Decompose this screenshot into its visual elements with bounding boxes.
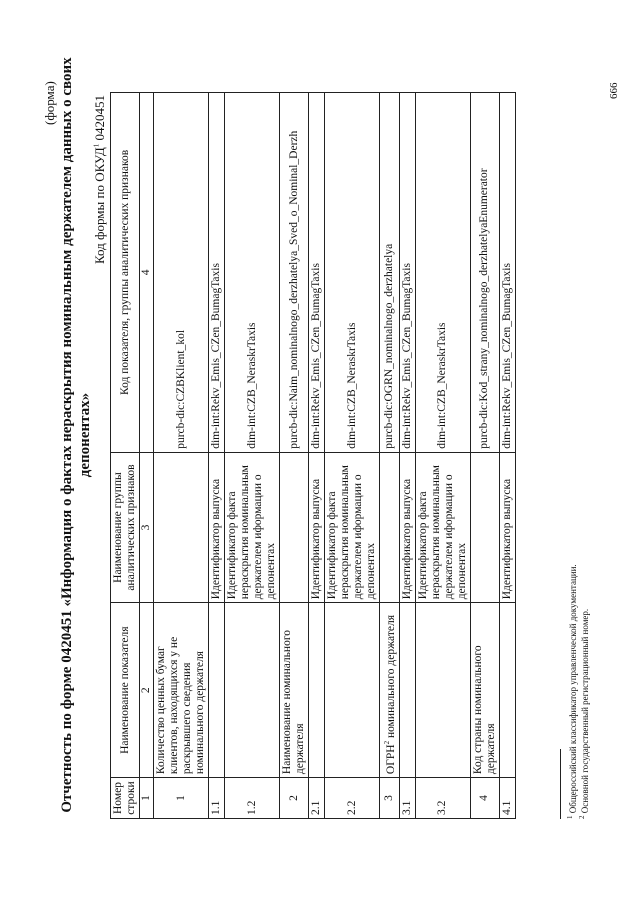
group-name [470, 452, 499, 603]
footnote-1-mark: 1 [566, 815, 574, 819]
table-body [154, 93, 516, 819]
group-name: Идентификатор выпуска [499, 452, 515, 603]
group-name: Идентификатор факта нераскрытия номинальным держателем иформации о депонентах [225, 452, 280, 603]
indicator-name [309, 603, 325, 778]
table-row [380, 93, 400, 819]
okud-code: 0420451 [92, 95, 107, 141]
table-row [309, 93, 325, 819]
indicator-code: dim-int:Rekv_Emis_CZen_BumagTaxis [309, 93, 325, 453]
footnote-2-text: Основной государственный регистрационный номер. [580, 608, 590, 816]
page-number: 666 [608, 82, 620, 99]
indicator-code: purcb-dic:Kod_strany_nominalnogo_derzhatelyaEnumerator [470, 93, 499, 453]
footnote-1-text: Общероссийский классификатор управленческой документации. [568, 564, 578, 816]
footnote-2-mark: 2 [578, 815, 586, 819]
indicator-footnote-mark: 2 [383, 740, 391, 745]
group-name: Идентификатор выпуска [309, 452, 325, 603]
indicator-code: dim-int:Rekv_Emis_CZen_BumagTaxis [499, 93, 515, 453]
column-number-row [140, 93, 154, 819]
indicator-name-rest: номинального держателя [384, 614, 397, 741]
group-name [154, 452, 209, 603]
header-row-number: Номер строки [111, 778, 140, 819]
footnote-2 [578, 609, 590, 819]
indicator-name [209, 603, 225, 778]
column-number: 1 [140, 778, 154, 819]
row-number: 4 [470, 778, 499, 819]
column-number: 2 [140, 603, 154, 778]
footnote-divider [560, 749, 561, 819]
row-number: 2.1 [309, 778, 325, 819]
row-number: 3.2 [415, 778, 470, 819]
column-number: 3 [140, 452, 154, 603]
okud-line [92, 95, 108, 345]
header-indicator-name: Наименование показателя [111, 603, 140, 778]
indicator-name-text: ОГРН [384, 744, 397, 775]
table-row [470, 93, 499, 819]
indicator-name [499, 603, 515, 778]
table-row [499, 93, 515, 819]
column-number: 4 [140, 93, 154, 453]
indicator-name: Наименование номинального держателя [280, 603, 309, 778]
table-row [209, 93, 225, 819]
indicator-code: dim-int:CZB_NeraskrTaxis [325, 93, 380, 453]
table-row [415, 93, 470, 819]
page-title: Отчетность по форме 0420451 «Информация о фактах нераскрытия номинальным держателем данных о своих депонентах» [59, 57, 93, 813]
group-name: Идентификатор факта нераскрытия номинальным держателем иформации о депонентах [415, 452, 470, 603]
indicator-name [399, 603, 415, 778]
group-name: Идентификатор факта нераскрытия номинальным держателем иформации о депонентах [325, 452, 380, 603]
header-code: Код показателя, группы аналитических признаков [111, 93, 140, 453]
indicator-name: Количество ценных бумаг клиентов, находящихся у не раскрывшего сведения номинального держателя [154, 603, 209, 778]
indicator-code: dim-int:Rekv_Emis_CZen_BumagTaxis [209, 93, 225, 453]
row-number: 3 [380, 778, 400, 819]
footnote-1 [566, 564, 578, 819]
row-number: 1.2 [225, 778, 280, 819]
table-row [399, 93, 415, 819]
indicator-name: Код страны номинального держателя [470, 603, 499, 778]
indicator-table [110, 92, 516, 819]
indicator-name [380, 603, 400, 778]
table-row [325, 93, 380, 819]
group-name [280, 452, 309, 603]
row-number: 2.2 [325, 778, 380, 819]
table-header-row [111, 93, 140, 819]
okud-label: Код формы по ОКУД [92, 147, 107, 264]
group-name [380, 452, 400, 603]
row-number: 4.1 [499, 778, 515, 819]
header-group-name: Наименование группы аналитических признаков [111, 452, 140, 603]
indicator-code: dim-int:CZB_NeraskrTaxis [225, 93, 280, 453]
form-label: (форма) [42, 81, 57, 125]
row-number: 1 [154, 778, 209, 819]
indicator-code: purcb-dic:CZBKlient_kol [154, 93, 209, 453]
row-number: 1.1 [209, 778, 225, 819]
table-row [225, 93, 280, 819]
indicator-code: purcb-dic:Naim_nominalnogo_derzhatelya_Sved_o_Nominal_Derzh [280, 93, 309, 453]
row-number: 3.1 [399, 778, 415, 819]
group-name: Идентификатор выпуска [209, 452, 225, 603]
indicator-code: dim-int:CZB_NeraskrTaxis [415, 93, 470, 453]
group-name: Идентификатор выпуска [399, 452, 415, 603]
indicator-name [325, 603, 380, 778]
indicator-name [225, 603, 280, 778]
okud-footnote-mark: 1 [92, 143, 101, 148]
table-row [280, 93, 309, 819]
row-number: 2 [280, 778, 309, 819]
indicator-code: purcb-dic:OGRN_nominalnogo_derzhatelya [380, 93, 400, 453]
indicator-name [415, 603, 470, 778]
indicator-code: dim-int:Rekv_Emis_CZen_BumagTaxis [399, 93, 415, 453]
table-row [154, 93, 209, 819]
